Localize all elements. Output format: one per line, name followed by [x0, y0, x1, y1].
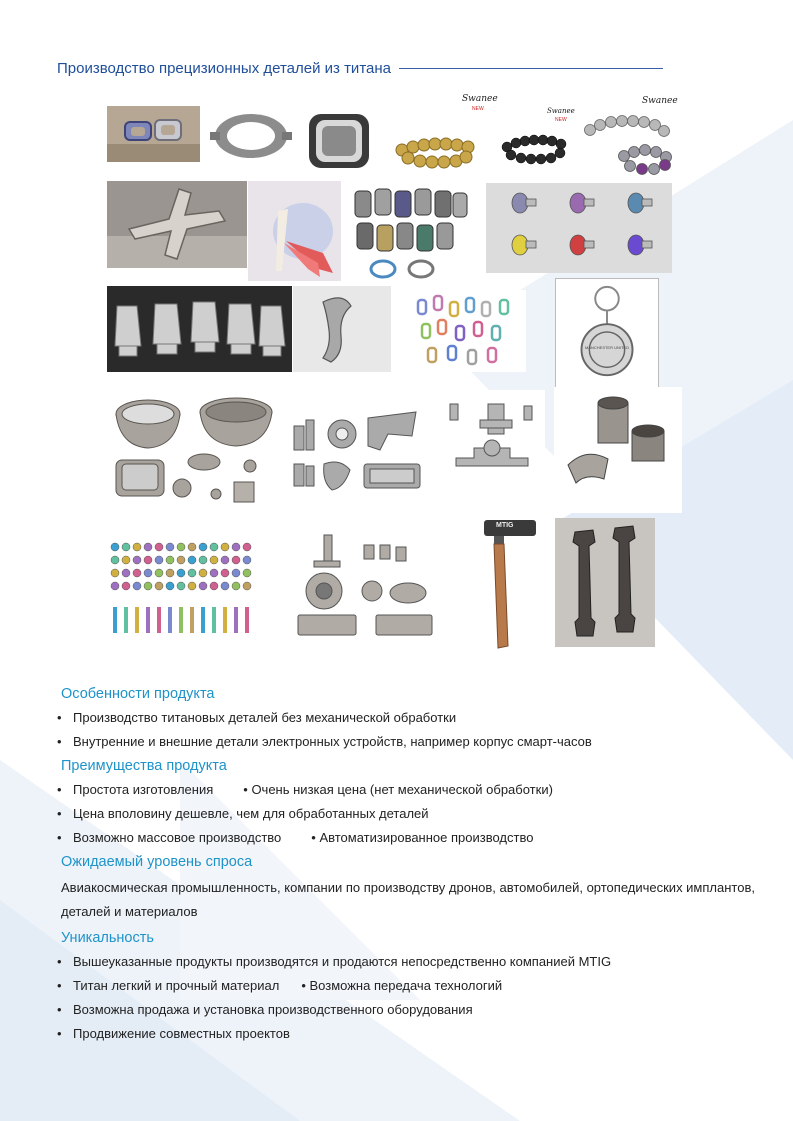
black-bead-bracelet-photo — [497, 105, 577, 173]
metal-caps-photo — [107, 286, 292, 372]
wrenches-photo — [555, 518, 655, 647]
page-header — [57, 57, 663, 79]
keyring-photo — [555, 278, 659, 389]
section-heading-demand: Ожидаемый уровень спроса — [61, 854, 253, 870]
text-sections — [55, 686, 755, 1050]
list-item — [55, 954, 755, 972]
colored-clips-photo — [408, 290, 526, 372]
brand-logo-3: Swanee — [642, 96, 678, 106]
brackets-photo — [440, 390, 545, 475]
list-item — [55, 978, 755, 996]
watch-case-photo — [303, 106, 375, 174]
small-parts-photo — [288, 406, 435, 500]
gears-blocks-photo — [294, 525, 437, 641]
bullet-mark: • — [57, 782, 62, 797]
list-item — [55, 1002, 755, 1020]
list-item — [55, 710, 755, 728]
hammer-label: MTIG — [496, 522, 514, 529]
trigger-part-photo — [293, 286, 391, 372]
list-item — [55, 1026, 755, 1044]
list-item — [55, 806, 755, 824]
section-heading-uniqueness: Уникальность — [61, 930, 154, 946]
brand-logo-2: Swanee — [547, 107, 575, 115]
list-item-text: Продвижение совместных проектов — [73, 1026, 290, 1041]
list-item-text-secondary: • Возможна передача технологий — [301, 978, 503, 993]
silver-bracelets-photo — [580, 92, 678, 180]
list-item-text: Титан легкий и прочный материал — [73, 978, 280, 993]
new-label-2: NEW — [555, 117, 567, 123]
list-item — [55, 734, 755, 752]
list-item-text: Возможно массовое производство — [73, 830, 282, 845]
bowls-parts-photo — [100, 390, 283, 512]
bullet-mark: • — [57, 1002, 62, 1017]
list-item-text-secondary: • Автоматизированное производство — [311, 830, 534, 845]
list-item-text: Внутренние и внешние детали электронных устройств, например корпус смарт-часов — [73, 734, 592, 749]
gold-bead-bracelet-photo — [380, 92, 498, 172]
keyring-label: MANCHESTER UNITED — [584, 345, 629, 350]
watch-bezel-photo — [206, 108, 296, 164]
cross-pendant-photo — [107, 181, 247, 268]
list-item-text: Производство титановых деталей без механической обработки — [73, 710, 457, 725]
list-item-text: Цена вполовину дешевле, чем для обработанных деталей — [73, 806, 429, 821]
title-rule — [399, 68, 663, 69]
dental-implants-photo — [107, 537, 261, 640]
hammer-photo — [482, 518, 538, 652]
list-item — [55, 830, 755, 848]
earbuds-photo — [486, 183, 672, 273]
bullet-mark: • — [57, 954, 62, 969]
demand-paragraph: Авиакосмическая промышленность, компании по производству дронов, автомобилей, ортопедических имплантов, деталей и материалов — [61, 880, 755, 919]
list-item-text: Возможна продажа и установка производственного оборудования — [73, 1002, 473, 1017]
bullet-mark: • — [57, 806, 62, 821]
rings-collection-photo — [347, 181, 474, 284]
new-label: NEW — [472, 106, 484, 112]
tubes-photo — [554, 387, 682, 513]
bullet-mark: • — [57, 978, 62, 993]
section-heading-advantages: Преимущества продукта — [61, 758, 227, 774]
tweezers-photo — [248, 181, 341, 281]
titanium-rings-photo — [107, 106, 200, 162]
brand-logo: Swanee — [462, 94, 498, 104]
bullet-mark: • — [57, 710, 62, 725]
bullet-mark: • — [57, 1026, 62, 1041]
list-item-text-secondary: • Очень низкая цена (нет механической обработки) — [243, 782, 553, 797]
list-item — [55, 782, 755, 800]
bullet-mark: • — [57, 734, 62, 749]
page-title: Производство прецизионных деталей из титана — [57, 59, 391, 77]
bullet-mark: • — [57, 830, 62, 845]
list-item-text: Вышеуказанные продукты производятся и продаются непосредственно компанией MTIG — [73, 954, 612, 969]
section-heading-features: Особенности продукта — [61, 686, 215, 702]
list-item-text: Простота изготовления — [73, 782, 214, 797]
